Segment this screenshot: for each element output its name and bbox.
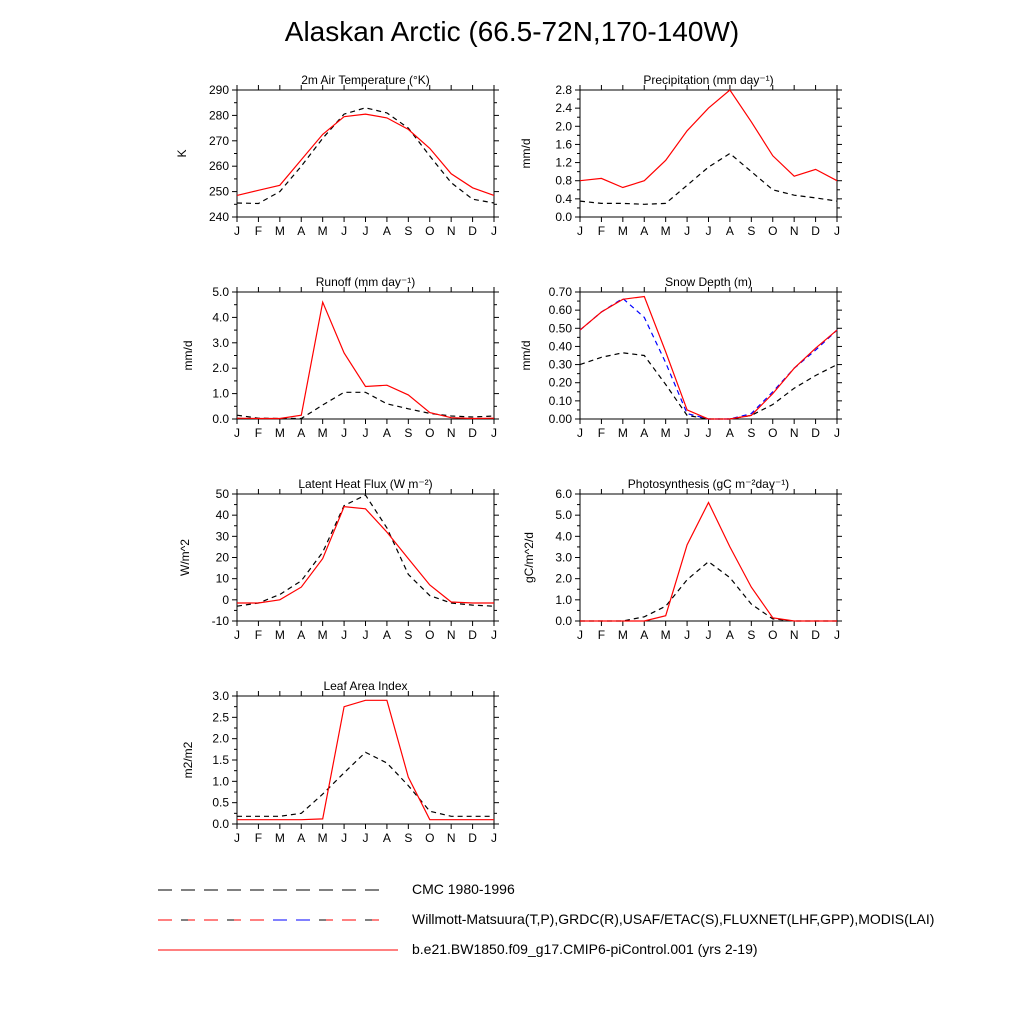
y-tick-label: 20 <box>215 550 229 565</box>
y-tick-label: 0 <box>222 592 229 607</box>
y-tick-label: 1.0 <box>212 386 229 401</box>
y-tick-label: 0.50 <box>548 321 572 336</box>
legend-row-model <box>158 940 403 960</box>
x-tick-label: J <box>577 426 583 440</box>
panel-title: Snow Depth (m) <box>665 275 752 289</box>
x-tick-label: A <box>725 426 734 440</box>
x-tick-label: D <box>468 628 477 642</box>
x-tick-label: J <box>362 628 369 642</box>
y-tick-label: 5.0 <box>555 508 572 523</box>
x-tick-label: D <box>468 831 477 845</box>
x-tick-label: S <box>404 224 413 238</box>
x-tick-label: M <box>617 628 628 642</box>
legend-label-model: b.e21.BW1850.f09_g17.CMIP6-piControl.001 (yrs 2-19) <box>412 941 758 957</box>
x-tick-label: M <box>660 628 671 642</box>
panel-title: Photosynthesis (gC m⁻²day⁻¹) <box>627 477 790 491</box>
legend-label-cmc: CMC 1980-1996 <box>412 881 515 897</box>
y-tick-label: 1.0 <box>212 774 229 789</box>
x-tick-label: J <box>362 426 369 440</box>
x-tick-label: F <box>254 831 263 845</box>
series-line-model <box>580 503 837 622</box>
x-tick-label: F <box>254 628 263 642</box>
panel-title: Leaf Area Index <box>323 679 408 693</box>
y-tick-label: 3.0 <box>212 335 229 350</box>
x-tick-label: J <box>491 224 497 238</box>
plot-frame <box>237 696 494 824</box>
x-tick-label: D <box>811 224 820 238</box>
y-tick-label: 2.0 <box>555 571 572 586</box>
x-tick-label: F <box>597 426 606 440</box>
panel-title: Latent Heat Flux (W m⁻²) <box>298 477 433 491</box>
x-tick-label: A <box>382 628 391 642</box>
plot-frame <box>237 292 494 419</box>
y-axis-label: mm/d <box>181 340 195 371</box>
y-tick-label: 3.0 <box>555 550 572 565</box>
y-axis-label: mm/d <box>519 138 533 169</box>
x-tick-label: M <box>274 426 285 440</box>
y-tick-label: 0.0 <box>555 614 572 628</box>
y-tick-label: 40 <box>215 508 229 523</box>
y-tick-label: 2.8 <box>555 83 572 97</box>
panel-title: Precipitation (mm day⁻¹) <box>643 73 774 87</box>
panel-0 <box>175 73 499 238</box>
series-line-model <box>237 507 494 603</box>
y-tick-label: 0.30 <box>548 357 572 372</box>
x-tick-label: D <box>811 426 820 440</box>
series-line-model <box>237 302 494 418</box>
x-tick-label: J <box>684 628 691 642</box>
y-tick-label: 2.0 <box>212 731 229 746</box>
series-line-obs <box>580 353 837 419</box>
x-tick-label: M <box>274 224 285 238</box>
x-tick-label: A <box>640 628 649 642</box>
x-tick-label: F <box>597 224 606 238</box>
y-tick-label: 5.0 <box>212 285 229 299</box>
panel-4 <box>178 477 499 642</box>
x-tick-label: O <box>768 628 778 642</box>
y-tick-label: 240 <box>208 210 229 224</box>
x-tick-label: M <box>317 224 328 238</box>
y-tick-label: 4.0 <box>212 310 229 325</box>
y-tick-label: 280 <box>208 108 229 123</box>
x-tick-label: A <box>382 831 391 845</box>
x-tick-label: N <box>446 224 456 238</box>
x-tick-label: J <box>491 426 497 440</box>
x-tick-label: S <box>747 224 756 238</box>
y-tick-label: 0.8 <box>555 173 572 188</box>
y-axis-label: m2/m2 <box>181 741 195 779</box>
y-tick-label: 1.6 <box>555 137 572 152</box>
x-tick-label: J <box>577 628 583 642</box>
y-axis-label: gC/m^2/d <box>522 532 536 583</box>
x-tick-label: J <box>705 628 712 642</box>
panel-6 <box>181 679 499 845</box>
x-tick-label: J <box>705 224 712 238</box>
x-tick-label: J <box>234 831 240 845</box>
x-tick-label: J <box>684 426 691 440</box>
y-tick-label: 0.0 <box>212 412 229 426</box>
x-tick-label: N <box>446 426 456 440</box>
y-tick-label: 0.60 <box>548 303 572 318</box>
x-tick-label: J <box>234 628 240 642</box>
page-title: Alaskan Arctic (66.5-72N,170-140W) <box>284 16 740 47</box>
x-tick-label: M <box>317 628 328 642</box>
x-tick-label: M <box>617 224 628 238</box>
y-tick-label: 0.5 <box>212 795 229 810</box>
x-tick-label: J <box>341 224 348 238</box>
x-tick-label: A <box>640 224 649 238</box>
x-tick-label: O <box>768 426 778 440</box>
series-line-obs <box>237 495 494 606</box>
legend-swatch-solid-red <box>158 940 403 960</box>
x-tick-label: J <box>834 224 840 238</box>
x-tick-label: A <box>640 426 649 440</box>
legend-label-obs: Willmott-Matsuura(T,P),GRDC(R),USAF/ETAC(S),FLUXNET(LHF,GPP),MODIS(LAI) <box>412 911 935 927</box>
x-tick-label: J <box>234 426 240 440</box>
x-tick-label: M <box>317 831 328 845</box>
y-tick-label: 0.0 <box>555 210 572 224</box>
plot-frame <box>580 292 837 419</box>
panel-title: Runoff (mm day⁻¹) <box>315 275 416 289</box>
y-tick-label: 0.70 <box>548 285 572 299</box>
series-line-obs <box>580 562 837 621</box>
y-tick-label: 250 <box>208 184 229 199</box>
x-tick-label: O <box>768 224 778 238</box>
x-tick-label: S <box>747 426 756 440</box>
x-tick-label: N <box>446 628 456 642</box>
x-tick-label: J <box>341 426 348 440</box>
x-tick-label: S <box>404 426 413 440</box>
y-tick-label: 1.0 <box>555 592 572 607</box>
x-tick-label: J <box>491 628 497 642</box>
y-tick-label: 10 <box>215 571 229 586</box>
series-line-obs <box>237 392 494 418</box>
x-tick-label: D <box>468 426 477 440</box>
series-line-obs_alt <box>580 298 837 419</box>
panel-1 <box>519 73 842 238</box>
y-tick-label: 0.4 <box>555 191 572 206</box>
y-tick-label: 270 <box>208 133 229 148</box>
plot-frame <box>237 90 494 217</box>
x-tick-label: J <box>362 224 369 238</box>
y-tick-label: 0.20 <box>548 375 572 390</box>
panel-title: 2m Air Temperature (°K) <box>301 73 430 87</box>
x-tick-label: N <box>446 831 456 845</box>
x-tick-label: A <box>382 224 391 238</box>
series-line-model <box>237 114 494 195</box>
y-tick-label: 2.0 <box>555 119 572 134</box>
y-tick-label: 1.5 <box>212 753 229 767</box>
x-tick-label: J <box>577 224 583 238</box>
y-tick-label: 50 <box>215 487 229 501</box>
x-tick-label: O <box>425 426 435 440</box>
x-tick-label: M <box>274 831 285 845</box>
y-tick-label: 2.0 <box>212 361 229 376</box>
x-tick-label: D <box>811 628 820 642</box>
series-line-model <box>580 297 837 420</box>
x-tick-label: N <box>789 224 799 238</box>
panel-3 <box>519 275 842 440</box>
x-tick-label: F <box>254 426 263 440</box>
y-tick-label: 6.0 <box>555 487 572 501</box>
y-tick-label: 0.0 <box>212 817 229 831</box>
x-tick-label: S <box>404 831 413 845</box>
y-axis-label: W/m^2 <box>178 539 192 576</box>
plot-frame <box>580 494 837 621</box>
x-tick-label: A <box>297 426 306 440</box>
y-tick-label: 0.10 <box>548 393 572 408</box>
x-tick-label: J <box>834 628 840 642</box>
legend-swatch-dashed-black <box>158 880 398 900</box>
legend-row-cmc <box>158 880 398 900</box>
panel-5 <box>522 477 842 642</box>
y-axis-label: K <box>175 149 189 158</box>
x-tick-label: O <box>425 831 435 845</box>
y-tick-label: 30 <box>215 529 229 544</box>
legend-row-obs <box>158 910 398 930</box>
y-tick-label: 2.5 <box>212 710 229 725</box>
x-tick-label: F <box>254 224 263 238</box>
x-tick-label: O <box>425 224 435 238</box>
x-tick-label: N <box>789 628 799 642</box>
x-tick-label: M <box>274 628 285 642</box>
plot-frame <box>580 90 837 217</box>
y-tick-label: 290 <box>208 83 229 97</box>
y-tick-label: 0.00 <box>548 412 572 426</box>
x-tick-label: O <box>425 628 435 642</box>
x-tick-label: S <box>404 628 413 642</box>
x-tick-label: A <box>297 224 306 238</box>
x-tick-label: A <box>382 426 391 440</box>
x-tick-label: J <box>684 224 691 238</box>
y-tick-label: 0.40 <box>548 339 572 354</box>
y-tick-label: 260 <box>208 159 229 174</box>
y-tick-label: -10 <box>211 614 229 628</box>
x-tick-label: M <box>660 224 671 238</box>
x-tick-label: M <box>617 426 628 440</box>
series-line-obs <box>580 154 837 205</box>
series-line-obs <box>237 752 494 816</box>
x-tick-label: J <box>341 628 348 642</box>
x-tick-label: M <box>660 426 671 440</box>
x-tick-label: A <box>725 628 734 642</box>
x-tick-label: J <box>341 831 348 845</box>
y-tick-label: 3.0 <box>212 689 229 703</box>
x-tick-label: M <box>317 426 328 440</box>
x-tick-label: J <box>362 831 369 845</box>
x-tick-label: J <box>491 831 497 845</box>
x-tick-label: D <box>468 224 477 238</box>
x-tick-label: J <box>834 426 840 440</box>
series-line-obs <box>237 108 494 204</box>
series-line-model <box>237 700 494 819</box>
series-line-model <box>580 90 837 188</box>
panel-2 <box>181 275 499 440</box>
x-tick-label: J <box>705 426 712 440</box>
x-tick-label: A <box>297 831 306 845</box>
x-tick-label: S <box>747 628 756 642</box>
y-tick-label: 4.0 <box>555 529 572 544</box>
y-tick-label: 1.2 <box>555 155 572 170</box>
x-tick-label: A <box>297 628 306 642</box>
x-tick-label: N <box>789 426 799 440</box>
legend-swatch-dashed-mixed <box>158 910 398 930</box>
y-tick-label: 2.4 <box>555 101 572 116</box>
x-tick-label: J <box>234 224 240 238</box>
x-tick-label: F <box>597 628 606 642</box>
x-tick-label: A <box>725 224 734 238</box>
y-axis-label: mm/d <box>519 340 533 371</box>
